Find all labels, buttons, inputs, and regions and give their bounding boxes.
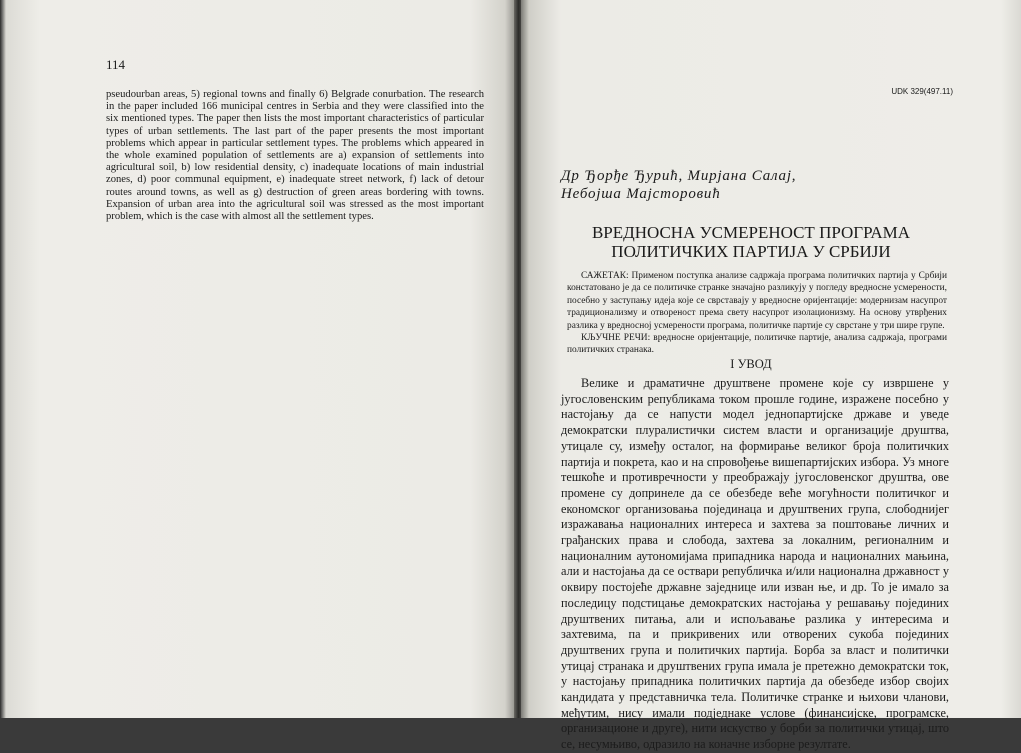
page-number: 114 [106, 57, 126, 72]
left-page [0, 0, 516, 718]
summary-paragraph: pseudourban areas, 5) regional towns and finally 6) Belgrade conurbation. The research in the paper included 166 municipal centres in Serbia and they were classified into the six mentioned types. The paper then lists the most important characteristics of particular types of urban settlements. The last part of the paper presents the most important problems which appear in particular settlement types. The problems which appeared in the whole examined population of settlements are a) expansion of settlements into agricultural soil, b) low residential density, c) inadequate locations of main industrial zones, d) poor communal equipment, e) inadequate street network, f) lack of detour routes around towns, as well as g) destruction of green areas bordering with towns. Expansion of urban area into the agricultural soil was stressed as the most important problem, which is the case with almost all the settlement types. [106, 89, 484, 223]
section-heading: I УВОД [730, 357, 772, 371]
article-title [561, 223, 941, 261]
udk-code: UDK 329(497.11) [891, 87, 953, 96]
authors [561, 168, 796, 203]
body-paragraph: Велике и драматичне друштвене промене које су извршене у југословенским републикама током прошле године, изражене посебно у настојању да се напусти модел једнопартијске државе и уведе демократски плуралистички систем власти и организације друштва, утицале су, између осталог, на формирање великог броја политичких партија и покрета, као и на спровођење вишепартијских избора. Уз многе тешкоће и противречности у преображају југословенског друштва, ове промене су допринеле да се обезбеде веће могућности политичког и економског организовања појединаца и друштвених група, слободнијег изражавања националних интереса и захтева за поштовање личних и грађанских права и слобода, захтева за локалним, регионалним и националним аутономијама припадника народа и националних мањина, али и настојања да се оствари републичка и/или национална државност у оквиру постојеће државне заједнице или изван ње, и др. То је имало за последицу подстицање демократских настојања у решавању појединих друштвених питања, али и испољавање разлика у интересима и захтевима, па и прикривених или отворених сукоба појединих друштвених група и политичких партија. Борба за власт и политички утицај странака и друштвених група имала је претежно демократски ток, у настојању припадника политичких партија да обезбеде избор својих кандидата у представничка тела. Политичке странке и њихови чланови, међутим, нису имали подједнаке услове (финансијске, програмске, организационе и друге), нити искуство у борби за политички утицај, што се, несумњиво, одразило на коначне изборне резултате. [561, 376, 949, 752]
right-page [521, 0, 1021, 752]
title-line-1: ВРЕДНОСНА УСМЕРЕНОСТ ПРОГРАМА [591, 223, 911, 242]
abstract-text: САЖЕТАК: Применом поступка анализе садржаја програма политичких партија у Србији констатовано је да се политичке странке значајно разликују у погледу вредносне усмерености, посебно у заступању идеја које се сврставају у вредносне оријентације: модернизам насупрот традиционализму и отвореност према свету насупрот изолационизму. На основу утврђених разлика у вредносној усмерености програма, политичке партије су сврстане у три шире групе. [567, 271, 947, 331]
abstract-block [567, 270, 947, 357]
title-line-2: ПОЛИТИЧКИХ ПАРТИЈА У СРБИЈИ [611, 242, 891, 261]
authors-line-2: Небојша Мајсторовић [561, 185, 721, 202]
keywords-text: КЉУЧНЕ РЕЧИ: вредносне оријентације, политичке партије, анализа садржаја, програми политичких странака. [567, 333, 947, 356]
authors-line-1: Др Ђорђе Ђурић, Мирјана Салај, [561, 168, 797, 184]
